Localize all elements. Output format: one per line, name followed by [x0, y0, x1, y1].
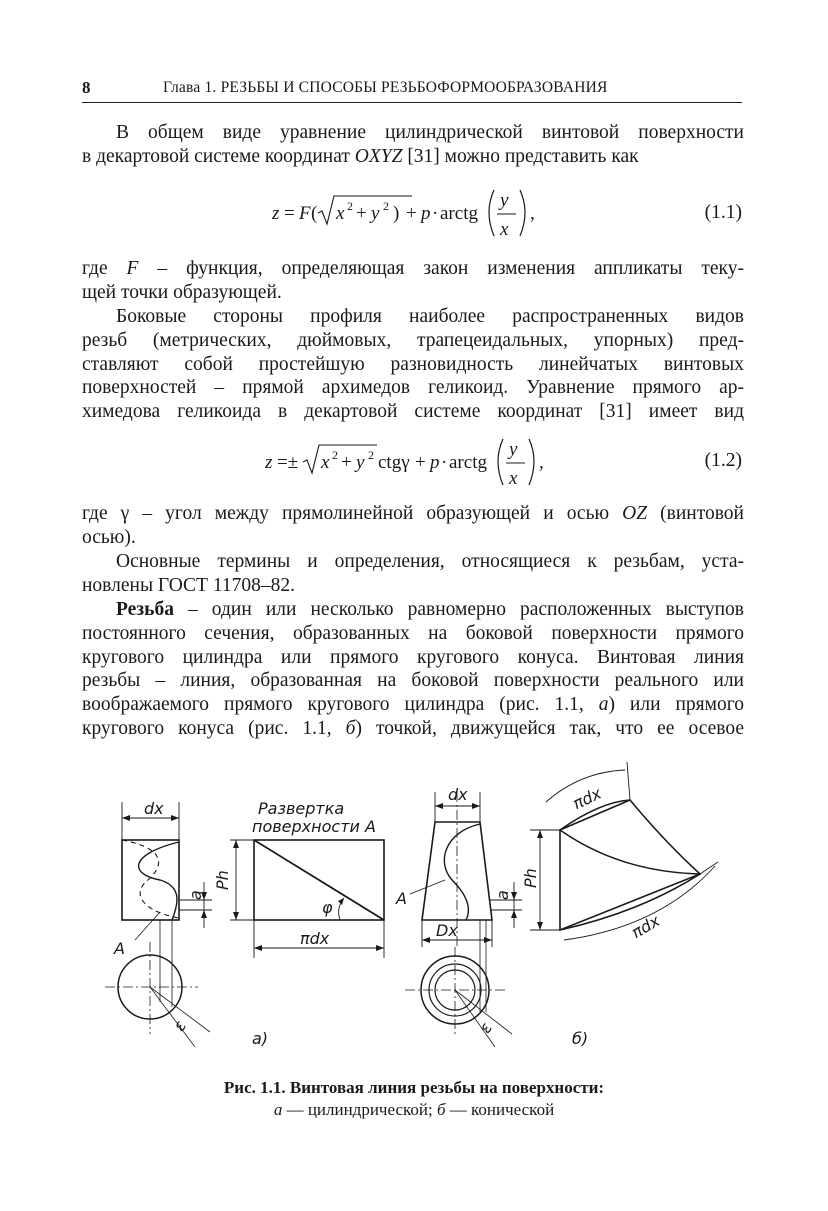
- formula-1-2: [82, 430, 744, 494]
- svg-text:z: z: [272, 203, 280, 224]
- label-a-b: a: [493, 890, 512, 900]
- svg-text:x: x: [500, 219, 509, 240]
- label-razvertka-1: Развертка: [258, 799, 345, 818]
- paragraph-3: Боковые стороны профиля наиболее распространенных видов резьб (метрических, дюймовых, трапецеидальных, упорных) пред- ставляют собой простейшую разновидность линейчатых винтовых поверхностей – прямой архимедов геликоид. Уравнение прямого ар- химедова геликоида в декартовой системе координат [31] имеет вид: [82, 306, 744, 423]
- figure-1-1: [100, 762, 740, 1062]
- label-A-b: A: [396, 889, 407, 908]
- svg-text:(: (: [311, 203, 318, 224]
- svg-text:arctg: arctg: [449, 452, 487, 473]
- label-dx-a: dx: [144, 799, 164, 818]
- cone-helix: [444, 824, 480, 920]
- svg-text:2: 2: [383, 199, 389, 213]
- paragraph-6: Резьба – один или несколько равномерно расположенных выступов постоянного сечения, образованных на боковой поверхности прямого кругового цилиндра или прямого кругового конуса. Винтовая линия резьбы – линия, образованная на боковой поверхности реального или воображаемого прямого кругового цилиндра (рис. 1.1, а) или прямого кругового конуса (рис. 1.1, б) точкой, движущейся так, что ее осевое: [82, 599, 744, 739]
- svg-text:): ): [393, 203, 400, 224]
- label-sub-b: б): [572, 1029, 589, 1048]
- svg-text:y: y: [356, 452, 365, 473]
- svg-text:=: =: [284, 203, 295, 224]
- paragraph-1: В общем виде уравнение цилиндрической винтовой поверхности в декартовой системе координат OXYZ [31] можно представить как: [82, 122, 744, 167]
- svg-text:y: y: [371, 203, 380, 224]
- label-A-a: A: [114, 939, 125, 958]
- cone-development: [560, 800, 700, 930]
- label-Dx: Dx: [436, 921, 458, 940]
- svg-text:p: p: [430, 452, 440, 473]
- svg-text:2: 2: [332, 448, 338, 462]
- paragraph-4: где γ – угол между прямолинейной образующей и осью OZ (винтовой осью).: [82, 503, 744, 548]
- label-eps-a: ε: [169, 1017, 190, 1035]
- page-number: 8: [82, 78, 91, 97]
- svg-text:,: ,: [530, 203, 535, 224]
- paragraph-5: Основные термины и определения, относящиеся к резьбам, уста- новлены ГОСТ 11708–82.: [82, 551, 744, 596]
- label-pi-dx-bottom: πdx: [628, 911, 664, 943]
- svg-text:arctg: arctg: [440, 203, 478, 224]
- label-ph-a: Ph: [213, 870, 232, 890]
- svg-text:z: z: [265, 452, 273, 473]
- figure-caption-subtitle: а — цилиндрической; б — конической: [273, 1100, 555, 1119]
- label-pi-dx-top: πdx: [569, 783, 605, 814]
- development-helix-line: [254, 840, 384, 920]
- formula-1-2-number: (1.2): [704, 450, 742, 471]
- formula-1-1-number: (1.1): [704, 202, 742, 223]
- svg-text:+: +: [341, 452, 352, 473]
- formula-1-1: [82, 180, 744, 244]
- svg-text:+: +: [356, 203, 367, 224]
- svg-text:,: ,: [539, 452, 544, 473]
- svg-text:·: ·: [441, 452, 448, 473]
- svg-text:ctgγ: ctgγ: [378, 452, 410, 473]
- figure-caption-title: Рис. 1.1. Винтовая линия резьбы на поверхности:: [223, 1078, 605, 1097]
- formula-1-1-expression: [272, 180, 828, 244]
- cylinder-helix: [139, 842, 179, 920]
- svg-text:2: 2: [368, 448, 374, 462]
- label-dx-b: dx: [448, 785, 468, 804]
- svg-text:y: y: [509, 439, 518, 460]
- paragraph-2: где F – функция, определяющая закон изменения аппликаты теку- щей точки образующей.: [82, 258, 744, 303]
- svg-text:x: x: [509, 468, 518, 489]
- svg-text:p: p: [421, 203, 431, 224]
- svg-text:+: +: [415, 452, 426, 473]
- svg-text:+: +: [406, 203, 417, 224]
- svg-text:x: x: [321, 452, 330, 473]
- svg-text:2: 2: [347, 199, 353, 213]
- label-ph-b: Ph: [521, 868, 540, 888]
- label-razvertka-2: поверхности А: [252, 817, 376, 836]
- label-pi-dx-a: πdx: [300, 929, 330, 948]
- label-eps-b: ε: [475, 1019, 496, 1037]
- term-rezba: Резьба: [116, 599, 174, 620]
- svg-text:y: y: [500, 190, 509, 211]
- svg-text:x: x: [336, 203, 345, 224]
- label-a-a: a: [186, 890, 205, 900]
- label-phi: φ: [322, 898, 333, 917]
- svg-text:·: ·: [432, 203, 439, 224]
- running-title: Глава 1. РЕЗЬБЫ И СПОСОБЫ РЕЗЬБОФОРМООБРАЗОВАНИЯ: [163, 79, 608, 96]
- svg-text:=±: =±: [277, 452, 299, 473]
- page-header: [82, 76, 742, 103]
- label-sub-a: а): [252, 1029, 269, 1048]
- svg-text:F: F: [299, 203, 311, 224]
